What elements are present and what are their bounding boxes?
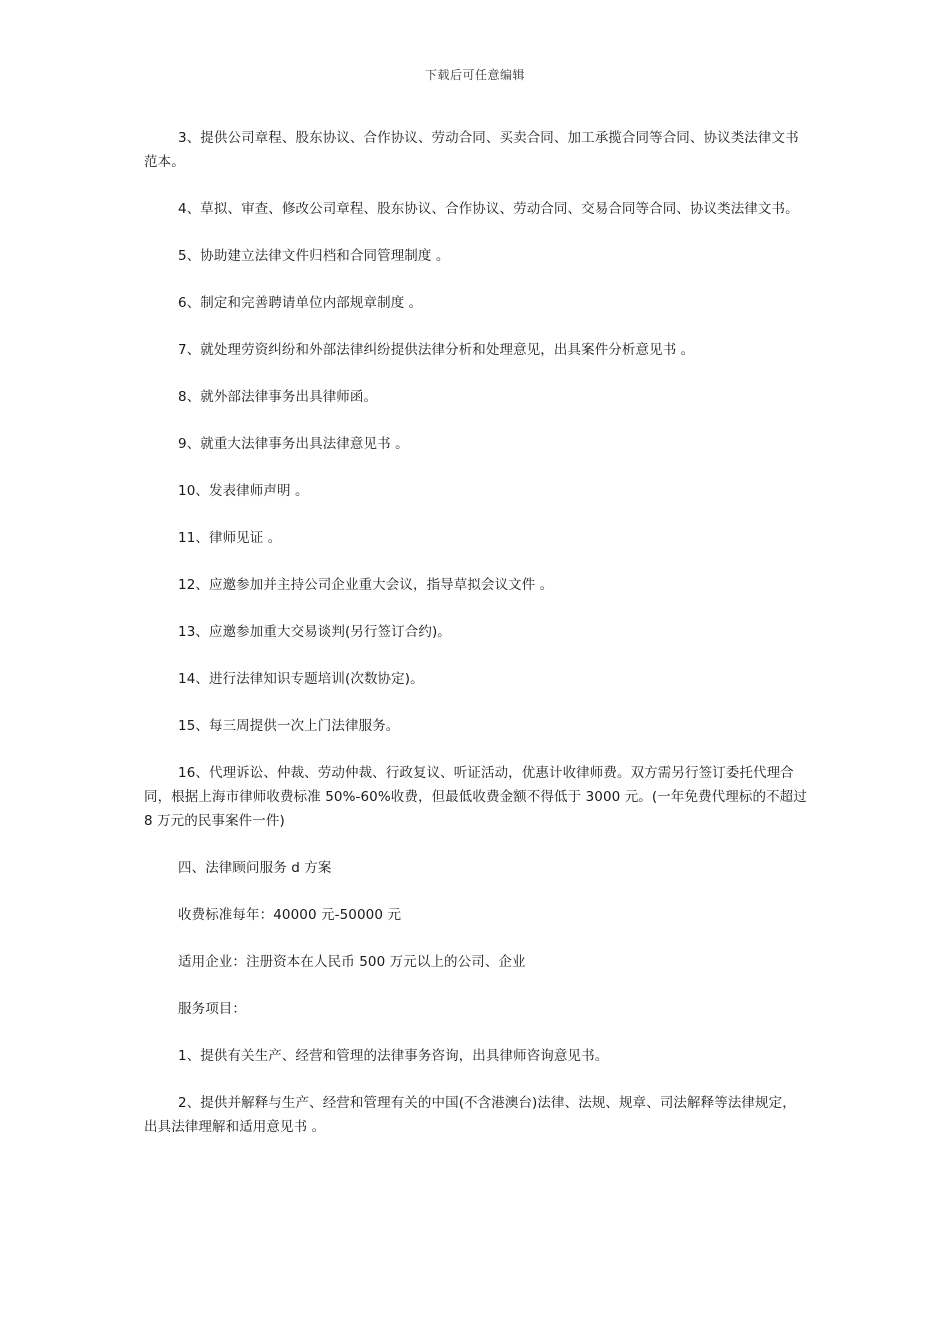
- fee-standard: 收费标准每年：40000 元-50000 元: [178, 907, 402, 923]
- paragraph-item-6: 6、制定和完善聘请单位内部规章制度 。: [178, 295, 423, 311]
- service-item-1: 1、提供有关生产、经营和管理的法律事务咨询，出具律师咨询意见书。: [178, 1048, 609, 1064]
- paragraph-item-7: 7、就处理劳资纠纷和外部法律纠纷提供法律分析和处理意见，出具案件分析意见书 。: [178, 342, 695, 358]
- paragraph-item-13: 13、应邀参加重大交易谈判(另行签订合约)。: [178, 624, 451, 640]
- paragraph-item-3: 3、提供公司章程、股东协议、合作协议、劳动合同、买卖合同、加工承揽合同等合同、协议类法律文书范本。: [144, 130, 799, 170]
- paragraph-item-5: 5、协助建立法律文件归档和合同管理制度 。: [178, 248, 450, 264]
- paragraph-item-4: 4、草拟、审查、修改公司章程、股东协议、合作协议、劳动合同、交易合同等合同、协议类法律文书。: [178, 201, 799, 217]
- document-body: [144, 126, 808, 1162]
- paragraph-item-12: 12、应邀参加并主持公司企业重大会议，指导草拟会议文件 。: [178, 577, 554, 593]
- page-header: 下载后可任意编辑: [424, 68, 525, 82]
- paragraph-item-15: 15、每三周提供一次上门法律服务。: [178, 718, 400, 734]
- applicable-enterprises: 适用企业：注册资本在人民币 500 万元以上的公司、企业: [178, 954, 526, 970]
- service-items-label: 服务项目：: [178, 1001, 246, 1017]
- paragraph-item-10: 10、发表律师声明 。: [178, 483, 309, 499]
- paragraph-item-9: 9、就重大法律事务出具法律意见书 。: [178, 436, 409, 452]
- section-heading-plan-d: 四、法律顾问服务 d 方案: [178, 860, 332, 876]
- paragraph-item-14: 14、进行法律知识专题培训(次数协定)。: [178, 671, 424, 687]
- paragraph-item-8: 8、就外部法律事务出具律师函。: [178, 389, 378, 405]
- paragraph-item-11: 11、律师见证 。: [178, 530, 282, 546]
- service-item-2: 2、提供并解释与生产、经营和管理有关的中国(不含港澳台)法律、法规、规章、司法解释等法律规定，出具法律理解和适用意见书 。: [144, 1095, 796, 1135]
- paragraph-item-16: 16、代理诉讼、仲裁、劳动仲裁、行政复议、听证活动，优惠计收律师费。双方需另行签订委托代理合同，根据上海市律师收费标准 50%-60%收费，但最低收费金额不得低于 3000 元。(一年免费代理标的不超过 8 万元的民事案件一件): [144, 765, 807, 829]
